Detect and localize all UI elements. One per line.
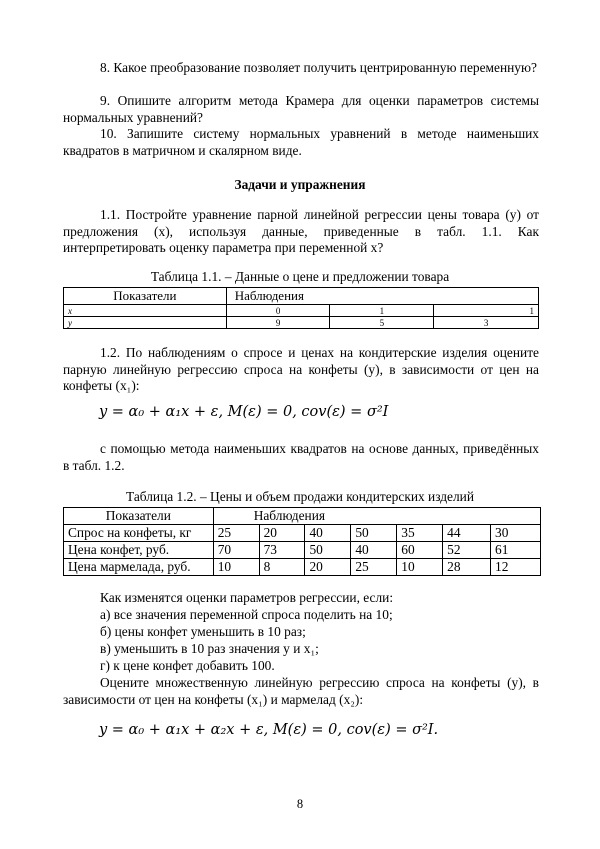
section-title: Задачи и упражнения — [234, 177, 366, 192]
regression-formula-2: y = α₀ + α₁x + α₂x + ε, M(ε) = 0, cov(ε) = σ²I. — [99, 722, 439, 738]
change-item-c: в) уменьшить в 10 раз значения y и x₁; — [100, 641, 319, 656]
table-1-row-label: y — [64, 317, 227, 329]
table-cell: 61 — [491, 542, 541, 559]
table-cell: 28 — [443, 559, 491, 576]
table-cell: 20 — [259, 525, 305, 542]
table-1-header-row — [64, 288, 539, 305]
table-row — [64, 525, 541, 542]
multiple-regression-task: Оцените множественную линейную регрессию спроса на конфеты (y), в зависимости от цен на конфеты (x₁) и мармелад (x₂): — [63, 675, 539, 707]
table-cell: 3 — [434, 317, 539, 329]
table-2-header-row — [64, 508, 541, 525]
table-cell: 44 — [443, 525, 491, 542]
table-1 — [63, 287, 539, 329]
question-10: 10. Запишите систему нормальных уравнений в методе наименьших квадратов в матричном и скалярном виде. — [63, 126, 539, 158]
table-cell: 52 — [443, 542, 491, 559]
table-2-row-label: Спрос на конфеты, кг — [64, 525, 214, 542]
table-1-caption: Таблица 1.1. – Данные о цене и предложении товара — [150, 269, 450, 284]
table-cell: 20 — [305, 559, 351, 576]
table-2-header-observations: Наблюдения — [213, 508, 540, 525]
table-2-header-label: Показатели — [64, 508, 214, 525]
question-9: 9. Опишите алгоритм метода Крамера для оценки параметров системы нормальных уравнений? — [63, 93, 539, 125]
table-cell: 0 — [226, 305, 330, 317]
table-1-header-label: Показатели — [64, 288, 227, 305]
table-1-header-observations: Наблюдения — [226, 288, 538, 305]
table-cell: 25 — [351, 559, 397, 576]
table-cell: 8 — [259, 559, 305, 576]
table-cell: 10 — [213, 559, 259, 576]
question-8: 8. Какое преобразование позволяет получить центрированную переменную? — [100, 60, 537, 75]
table-cell: 73 — [259, 542, 305, 559]
table-cell: 1 — [434, 305, 539, 317]
table-row — [64, 305, 539, 317]
table-cell: 30 — [491, 525, 541, 542]
table-1-row-label: x — [64, 305, 227, 317]
table-cell: 50 — [351, 525, 397, 542]
table-cell: 35 — [397, 525, 443, 542]
table-cell: 1 — [330, 305, 434, 317]
change-item-a: а) все значения переменной спроса поделить на 10; — [100, 607, 393, 622]
table-cell: 40 — [351, 542, 397, 559]
table-2-row-label: Цена мармелада, руб. — [64, 559, 214, 576]
table-cell: 12 — [491, 559, 541, 576]
table-cell: 9 — [226, 317, 330, 329]
change-item-b: б) цены конфет уменьшить в 10 раз; — [100, 624, 306, 639]
table-cell: 10 — [397, 559, 443, 576]
method-text: с помощью метода наименьших квадратов на основе данных, приведённых в табл. 1.2. — [63, 441, 539, 473]
table-cell: 60 — [397, 542, 443, 559]
table-row — [64, 542, 541, 559]
task-1-1: 1.1. Постройте уравнение парной линейной регрессии цены товара (y) от предложения (x), используя данные, приведенные в табл. 1.1. Как интерпретировать оценку параметра при переменной x? — [63, 207, 539, 255]
regression-formula-1: y = α₀ + α₁x + ε, M(ε) = 0, cov(ε) = σ²I — [99, 404, 389, 420]
table-row — [64, 559, 541, 576]
table-cell: 70 — [213, 542, 259, 559]
table-cell: 50 — [305, 542, 351, 559]
table-2-row-label: Цена конфет, руб. — [64, 542, 214, 559]
table-cell: 25 — [213, 525, 259, 542]
table-2 — [63, 507, 541, 576]
table-row — [64, 317, 539, 329]
table-cell: 40 — [305, 525, 351, 542]
task-1-2: 1.2. По наблюдениям о спросе и ценах на кондитерские изделия оцените парную линейную регрессию спроса на конфеты (y), в зависимости от цен на конфеты (x₁): — [63, 345, 539, 393]
change-intro: Как изменятся оценки параметров регрессии, если: — [100, 590, 394, 605]
table-cell: 5 — [330, 317, 434, 329]
page-number: 8 — [296, 797, 304, 811]
table-2-caption: Таблица 1.2. – Цены и объем продажи кондитерских изделий — [125, 489, 475, 504]
change-item-d: г) к цене конфет добавить 100. — [100, 658, 275, 673]
